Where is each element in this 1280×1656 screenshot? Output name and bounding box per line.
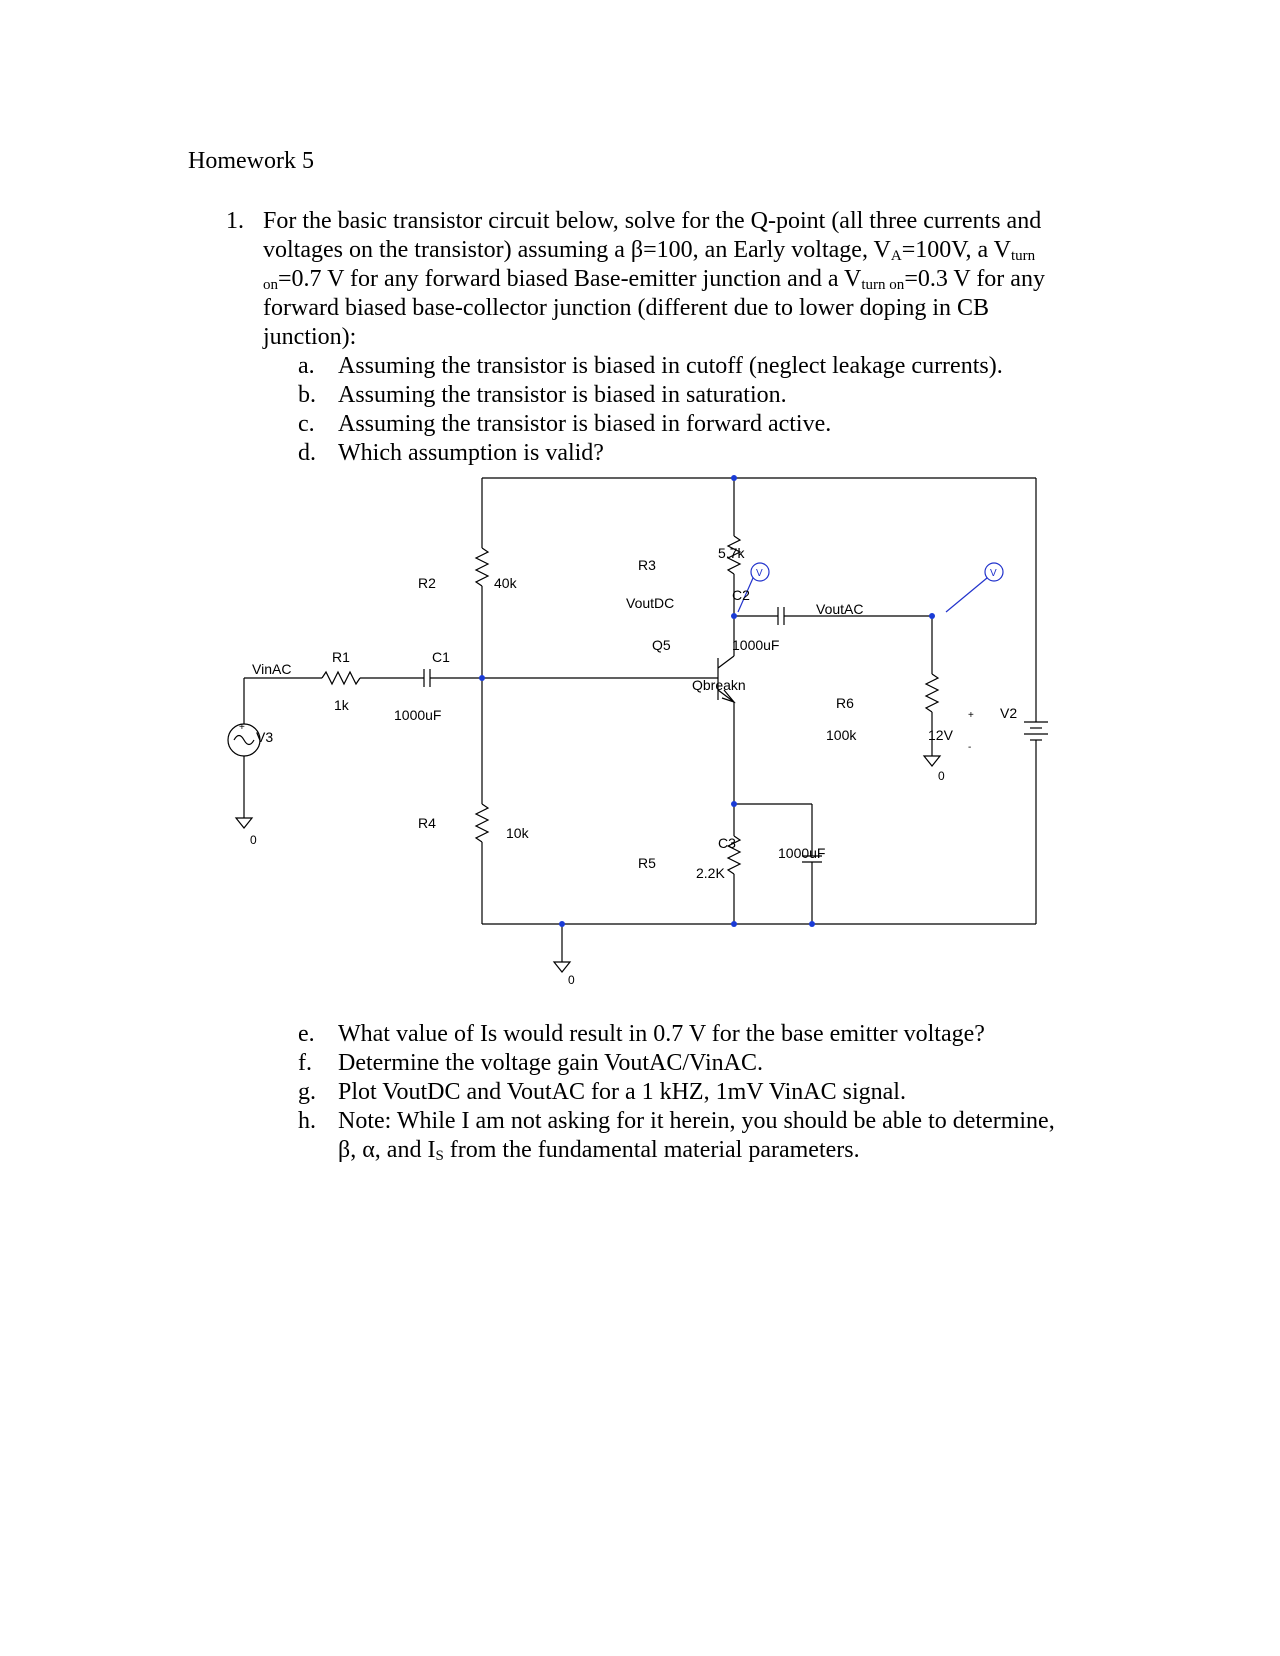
sine-icon xyxy=(234,736,254,745)
question-1-text xyxy=(263,207,1106,352)
label-r2-value: 40k xyxy=(494,575,517,591)
resistor-r6 xyxy=(926,674,938,712)
parts-bottom-list xyxy=(298,1020,1118,1165)
label-v3: V3 xyxy=(256,729,274,745)
list-item: h. Note: While I am not asking for it herein, you should be able to determine, β, α, and $I_S$ from the fundamental material parameters. xyxy=(298,1108,1055,1164)
label-v3-plus: + xyxy=(239,722,245,733)
label-c1: C1 xyxy=(432,649,450,665)
question-line: forward biased base-collector junction (different due to lower doping in CB xyxy=(263,295,990,321)
probe-lead xyxy=(946,578,987,612)
label-r1-value: 1k xyxy=(334,697,349,713)
resistor-r4 xyxy=(476,804,488,842)
label-r5: R5 xyxy=(638,855,656,871)
question-number: 1. xyxy=(226,208,244,234)
junction-dot xyxy=(731,921,737,927)
probe-label: V xyxy=(756,568,763,579)
label-r2: R2 xyxy=(418,575,436,591)
probe-label: V xyxy=(990,568,997,579)
junction-dot xyxy=(809,921,815,927)
label-r4-value: 10k xyxy=(506,825,529,841)
list-item: a. Assuming the transistor is biased in cutoff (neglect leakage currents). xyxy=(298,353,1003,379)
question-line: For the basic transistor circuit below, solve for the Q-point (all three currents and xyxy=(263,208,1042,234)
resistor-r1 xyxy=(322,672,360,684)
junction-dot xyxy=(731,801,737,807)
junction-dot xyxy=(929,613,935,619)
question-line: junction): xyxy=(263,324,357,350)
list-item: b. Assuming the transistor is biased in saturation. xyxy=(298,382,787,408)
junction-dot xyxy=(559,921,565,927)
label-v2-value: 12V xyxy=(928,727,953,743)
ground-icon xyxy=(554,962,570,972)
junction-dot xyxy=(479,675,485,681)
resistor-r2 xyxy=(476,548,488,586)
label-c2: C2 xyxy=(732,587,750,603)
question-line: voltages on the transistor) assuming a β=100, an Early voltage, $V_A=100V$, a $V_{turn}$ xyxy=(263,237,1036,264)
circuit-diagram xyxy=(186,466,1106,1016)
ground-icon xyxy=(924,756,940,766)
label-r5-value: 2.2K xyxy=(696,865,725,881)
label-r6: R6 xyxy=(836,695,854,711)
label-r3: R3 xyxy=(638,557,656,573)
transistor-collector xyxy=(718,656,734,668)
question-1 xyxy=(226,207,1106,352)
ground-label: 0 xyxy=(568,973,575,987)
list-item: f. Determine the voltage gain VoutAC/VinAC. xyxy=(298,1050,763,1076)
label-r1: R1 xyxy=(332,649,350,665)
label-v2-minus: - xyxy=(968,742,972,753)
label-voutdc: VoutDC xyxy=(626,595,675,611)
ground-label: 0 xyxy=(250,833,257,847)
label-vinac: VinAC xyxy=(252,661,292,677)
ground-label: 0 xyxy=(938,769,945,783)
parts-top-list xyxy=(298,352,1118,468)
page-title: Homework 5 xyxy=(188,148,314,174)
list-item: e. What value of Is would result in 0.7 V for the base emitter voltage? xyxy=(298,1021,985,1047)
label-voutac: VoutAC xyxy=(816,601,864,617)
ground-icon xyxy=(236,818,252,828)
list-item: c. Assuming the transistor is biased in forward active. xyxy=(298,411,832,437)
label-r6-value: 100k xyxy=(826,727,857,743)
circuit-schematic xyxy=(186,466,1106,1016)
label-c2-value: 1000uF xyxy=(732,637,780,653)
label-qbreakn: Qbreakn xyxy=(692,677,746,693)
label-c3-value: 1000uF xyxy=(778,845,826,861)
label-v2-plus: + xyxy=(968,710,974,721)
list-item: d. Which assumption is valid? xyxy=(298,440,604,466)
junction-dot xyxy=(731,475,737,481)
label-c1-value: 1000uF xyxy=(394,707,442,723)
label-r3-value: 5.7k xyxy=(718,545,745,561)
question-line: $_{on}$=0.7 V for any forward biased Base-emitter junction and a $V_{turn on}=0.3$ V for any xyxy=(263,266,1045,293)
label-c3: C3 xyxy=(718,835,736,851)
label-q5: Q5 xyxy=(652,637,671,653)
junction-dot xyxy=(731,613,737,619)
list-item: g. Plot VoutDC and VoutAC for a 1 kHZ, 1mV VinAC signal. xyxy=(298,1079,906,1105)
label-r4: R4 xyxy=(418,815,436,831)
label-v2: V2 xyxy=(1000,705,1018,721)
